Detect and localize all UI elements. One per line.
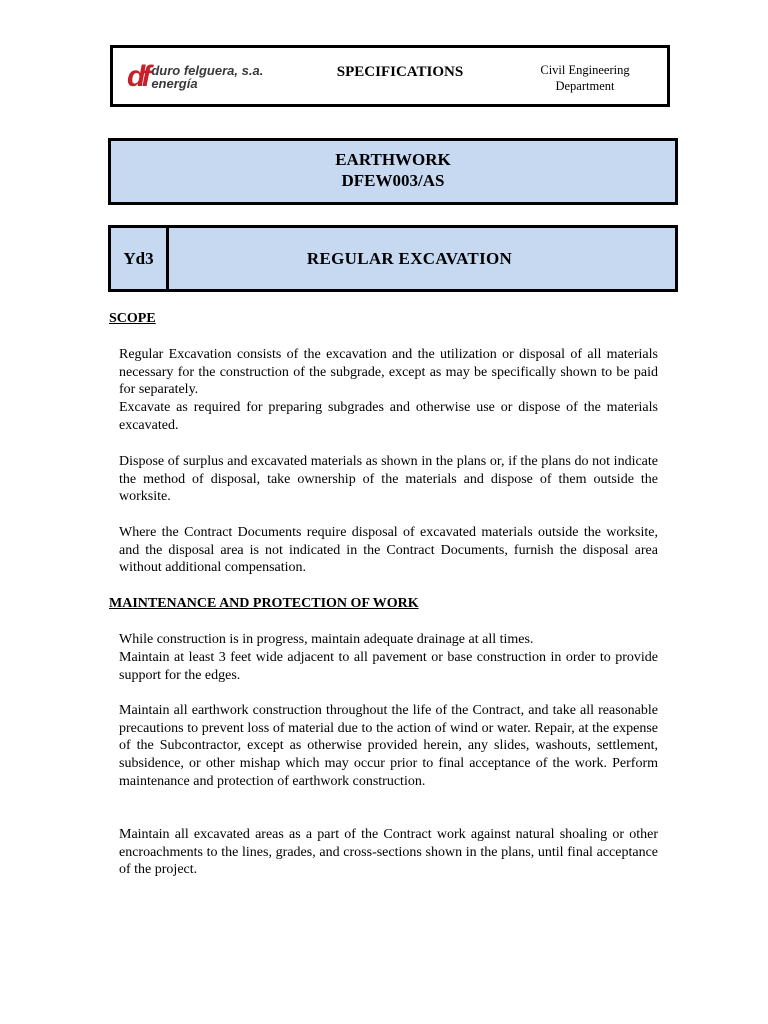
scope-paragraph-1: Regular Excavation consists of the excavation and the utilization or disposal of all materials necessary for the construction of the subgrade, except as may be specifically shown to be paid for separately. <box>119 347 658 398</box>
maintenance-paragraph-3: Maintain all earthwork construction throughout the life of the Contract, and take all reasonable precautions to prevent loss of material due to the action of wind or water. Repair, at the expense of the Subcontractor, except as otherwise provided herein, any slides, washouts, settlement, subsidence, or other mishap which may occur prior to final acceptance of the work. Perform maintenance and protection of earthwork construction. <box>119 703 658 789</box>
maintenance-paragraph-2: Maintain at least 3 feet wide adjacent to all pavement or base construction in order to provide support for the edges. <box>119 650 658 683</box>
department-line-2: Department <box>555 79 615 93</box>
specifications-title: SPECIFICATIONS <box>336 64 464 80</box>
section-code: Yd3 <box>111 228 169 289</box>
logo-line-2: energía <box>151 76 198 91</box>
section-title-box <box>108 225 678 292</box>
logo-mark: df <box>127 60 148 93</box>
document-code: DFEW003/AS <box>341 171 445 190</box>
scope-paragraph-4: Where the Contract Documents require disposal of excavated materials outside the worksite, and the disposal area is not indicated in the Contract Documents, furnish the disposal area without additional compensation. <box>119 525 658 576</box>
maintenance-paragraph-1: While construction is in progress, maintain adequate drainage at all times. <box>119 632 534 647</box>
logo-line-1: duro felguera, s.a. <box>151 63 264 78</box>
document-header <box>110 45 670 107</box>
scope-paragraph-3: Dispose of surplus and excavated materials as shown in the plans or, if the plans do not indicate the method of disposal, take ownership of the materials and dispose of them outside the worksite. <box>119 454 658 505</box>
maintenance-paragraph-4: Maintain all excavated areas as a part of the Contract work against natural shoaling or other encroachments to the lines, grades, and cross-sections shown in the plans, until final acceptance of the project. <box>119 827 658 878</box>
scope-paragraph-2: Excavate as required for preparing subgrades and otherwise use or dispose of the materials excavated. <box>119 400 658 433</box>
document-title-box <box>108 138 678 205</box>
document-title: EARTHWORK <box>335 150 451 169</box>
department-line-1: Civil Engineering <box>540 63 630 77</box>
scope-heading: SCOPE <box>109 311 156 326</box>
maintenance-heading: MAINTENANCE AND PROTECTION OF WORK <box>109 596 419 611</box>
section-title: REGULAR EXCAVATION <box>306 248 513 268</box>
department-label <box>525 62 645 94</box>
